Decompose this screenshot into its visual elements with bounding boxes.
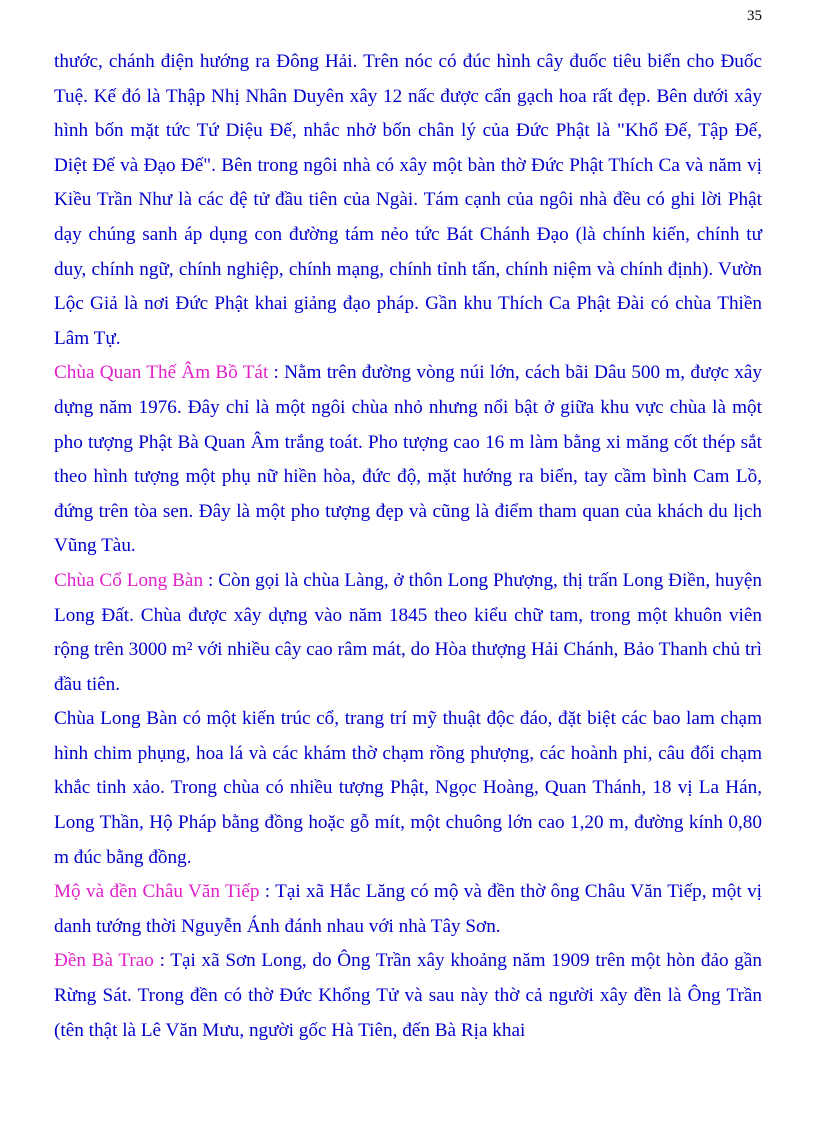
paragraph-chua-quan-the-am: [54, 356, 762, 564]
paragraph-mo-den-chau-van-tiep: [54, 875, 762, 944]
section-heading-chua-co-long-ban: Chùa Cổ Long Bàn: [54, 569, 204, 591]
paragraph-text: : Tại xã Sơn Long, do Ông Trần xây khoảng năm 1909 trên một hòn đảo gần Rừng Sát. Trong đền có thờ Đức Khổng Tử và sau này thờ cả người xây đền là Ông Trần (tên thật là Lê Văn Mưu, người gốc Hà Tiên, đến Bà Rịa khai: [54, 950, 762, 1041]
paragraph-text: : Còn gọi là chùa Làng, ở thôn Long Phượng, thị trấn Long Điền, huyện Long Đất. Chùa được xây dựng vào năm 1845 theo kiểu chữ tam, trong một khuôn viên rộng trên 3000 m² với nhiều cây cao râm mát, do Hòa thượng Hải Chánh, Bảo Thanh chủ trì đầu tiên.: [54, 569, 762, 695]
section-heading-den-ba-trao: Đền Bà Trao: [54, 950, 154, 972]
paragraph-chua-co-long-ban: [54, 564, 762, 702]
document-body: [54, 45, 762, 1048]
page-number: 35: [747, 8, 762, 24]
paragraph-text: : Nằm trên đường vòng núi lớn, cách bãi Dâu 500 m, được xây dựng năm 1976. Đây chỉ là một ngôi chùa nhỏ nhưng nổi bật ở giữa khu vực chùa là một pho tượng Phật Bà Quan Âm trắng toát. Pho tượng cao 16 m làm bằng xi măng cốt thép sắt theo hình tượng một phụ nữ hiền hòa, đức độ, mặt hướng ra biển, tay cầm bình Cam Lồ, đứng trên tòa sen. Đây là một pho tượng đẹp và cũng là điểm tham quan của khách du lịch Vũng Tàu.: [54, 362, 762, 557]
paragraph-text: : Tại xã Hắc Lăng có mộ và đền thờ ông Châu Văn Tiếp, một vị danh tướng thời Nguyễn Ánh đánh nhau với nhà Tây Sơn.: [54, 881, 762, 937]
paragraph-chua-long-ban-architecture: [54, 702, 762, 875]
paragraph-thich-ca-phat-dai-continued: [54, 45, 762, 356]
paragraph-text: thước, chánh điện hướng ra Đông Hải. Trên nóc có đúc hình cây đuốc tiêu biển cho Đuốc Tuệ. Kế đó là Thập Nhị Nhân Duyên xây 12 nấc được cẩn gạch hoa rất đẹp. Bên dưới xây hình bốn mặt tức Tứ Diệu Đế, nhắc nhở bốn chân lý của Đức Phật là "Khổ Đế, Tập Đế, Diệt Đế và Đạo Đế". Bên trong ngôi nhà có xây một bàn thờ Đức Phật Thích Ca và năm vị Kiều Trần Như là các đệ tử đầu tiên của Ngài. Tám cạnh của ngôi nhà đều có ghi lời Phật dạy chúng sanh áp dụng con đường tám nẻo tức Bát Chánh Đạo (là chính kiến, chính tư duy, chính ngữ, chính nghiệp, chính mạng, chính tỉnh tấn, chính niệm và chính định). Vườn Lộc Giả là nơi Đức Phật khai giảng đạo pháp. Gần khu Thích Ca Phật Đài có chùa Thiền Lâm Tự.: [54, 51, 762, 349]
paragraph-den-ba-trao: [54, 944, 762, 1048]
paragraph-text: Chùa Long Bàn có một kiến trúc cổ, trang trí mỹ thuật độc đáo, đặt biệt các bao lam chạm hình chim phụng, hoa lá và các khám thờ chạm rồng phượng, các hoành phi, câu đối chạm khắc tinh xảo. Trong chùa có nhiều tượng Phật, Ngọc Hoàng, Quan Thánh, 18 vị La Hán, Long Thần, Hộ Pháp bằng đồng hoặc gỗ mít, một chuông lớn cao 1,20 m, đường kính 0,80 m đúc bằng đồng.: [54, 708, 762, 868]
section-heading-mo-den-chau-van-tiep: Mộ và đền Châu Văn Tiếp: [54, 881, 260, 903]
section-heading-chua-quan-the-am: Chùa Quan Thế Âm Bồ Tát: [54, 362, 269, 384]
